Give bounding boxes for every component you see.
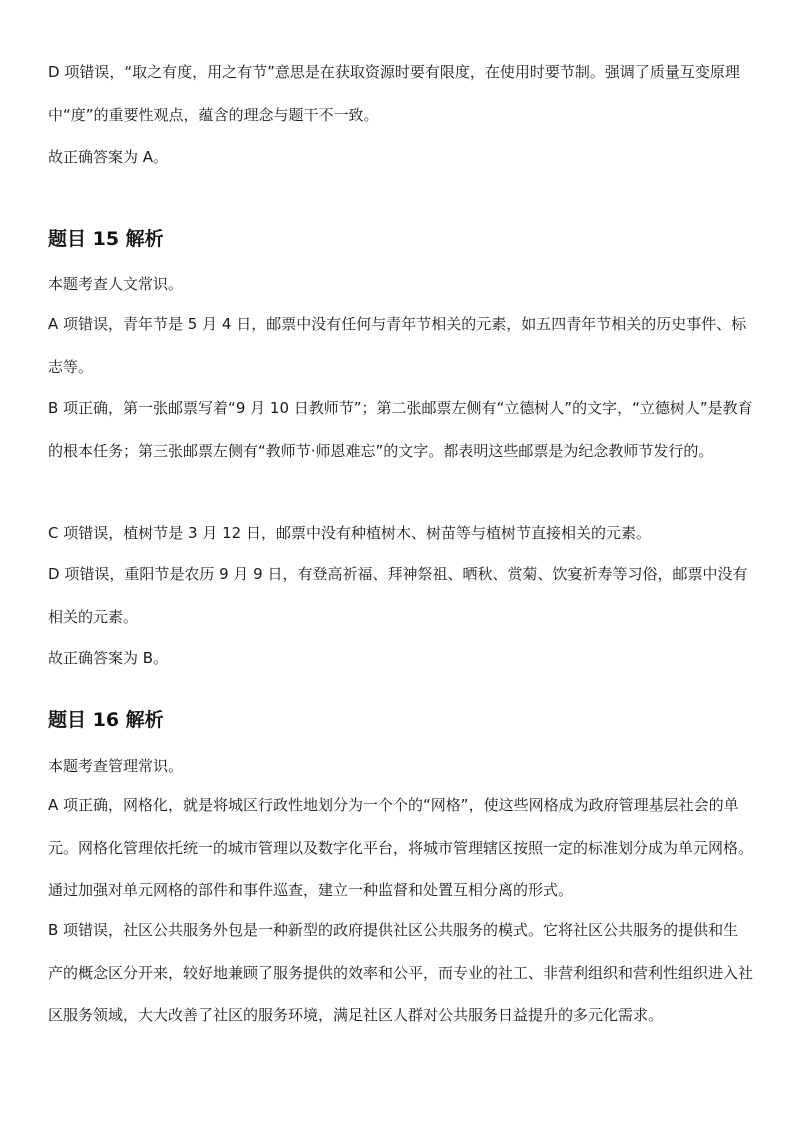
paragraph-q15-topic: 本题考查人文常识。	[48, 275, 184, 293]
paragraph-answer-prev: 故正确答案为 A。	[48, 148, 169, 166]
paragraph-q15-option-a: A 项错误，青年节是 5 月 4 日，邮票中没有任何与青年节相关的元素，如五四青年节相关的历史事件、标志等。	[48, 315, 747, 376]
paragraph-option-d-prev: D 项错误，“取之有度，用之有节”意思是在获取资源时要有限度，在使用时要节制。强调了质量互变原理中“度”的重要性观点，蕴含的理念与题干不一致。	[48, 63, 740, 124]
paragraph-q15-option-b: B 项正确，第一张邮票写着“9 月 10 日教师节”；第二张邮票左侧有“立德树人”的文字，“立德树人”是教育的根本任务；第三张邮票左侧有“教师节·师恩难忘”的文字。都表明这些邮票是为纪念教师节发行的。	[48, 399, 753, 460]
paragraph-q15-option-d: D 项错误，重阳节是农历 9 月 9 日，有登高祈福、拜神祭祖、晒秋、赏菊、饮宴祈寿等习俗，邮票中没有相关的元素。	[48, 565, 748, 626]
paragraph-q16-topic: 本题考查管理常识。	[48, 757, 184, 775]
heading-q16: 题目 16 解析	[48, 709, 164, 731]
paragraph-q16-option-b: B 项错误，社区公共服务外包是一种新型的政府提供社区公共服务的模式。它将社区公共服务的提供和生产的概念区分开来，较好地兼顾了服务提供的效率和公平，而专业的社工、非营利组织和营利性组织进入社区服务领域，大大改善了社区的服务环境，满足社区人群对公共服务日益提升的多元化需求。	[48, 921, 754, 1024]
paragraph-q15-option-c: C 项错误，植树节是 3 月 12 日，邮票中没有种植树木、树苗等与植树节直接相关的元素。	[48, 524, 651, 542]
paragraph-q15-answer: 故正确答案为 B。	[48, 649, 169, 667]
paragraph-q16-option-a: A 项正确，网格化，就是将城区行政性地划分为一个个的“网格”，使这些网格成为政府管理基层社会的单元。网格化管理依托统一的城市管理以及数字化平台，将城市管理辖区按照一定的标准划分成为单元网格。通过加强对单元网格的部件和事件巡查，建立一种监督和处置互相分离的形式。	[48, 796, 754, 899]
heading-q15: 题目 15 解析	[48, 228, 164, 250]
